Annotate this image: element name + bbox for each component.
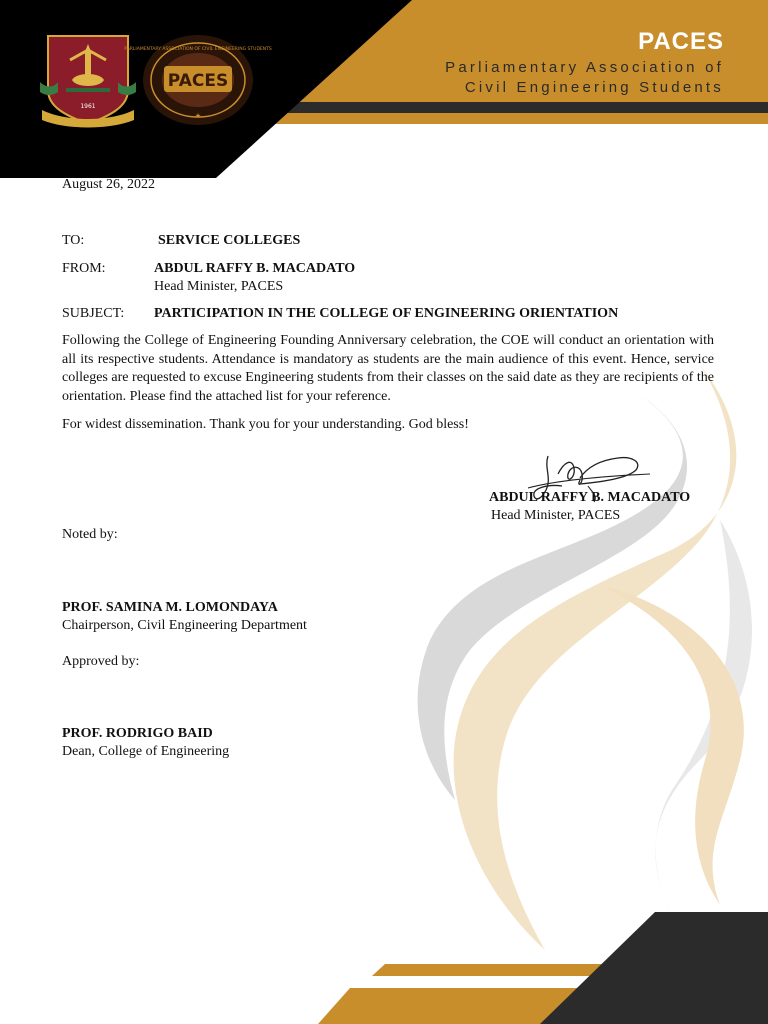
from-label: FROM: [62, 261, 106, 276]
approved-by-name: PROF. RODRIGO BAID [62, 726, 213, 741]
org-full-name-line1: Parliamentary Association of [445, 59, 724, 76]
svg-text:★: ★ [194, 112, 202, 120]
from-title: Head Minister, PACES [154, 279, 284, 294]
paces-seal-logo [124, 34, 272, 126]
approved-by-label: Approved by: [62, 654, 140, 669]
seal-center-text: PACES [167, 71, 229, 91]
subject-value: PARTICIPATION IN THE COLLEGE OF ENGINEERING ORIENTATION [154, 306, 619, 321]
org-full-name-line2: Civil Engineering Students [464, 79, 724, 96]
org-brand [364, 28, 724, 108]
body-paragraph: Following the College of Engineering Founding Anniversary celebration, the COE will conduct an orientation with all its respective students. Attendance is mandatory as students are the main audience of this event. Hence, service colleges are requested to excuse Engineering students from their classes on the said date as they are recipients of the orientation. Please find the attached list for your reference. [62, 333, 714, 404]
noted-by-label: Noted by: [62, 527, 118, 542]
crest-year-text: 1961 [80, 103, 96, 110]
noted-by-title: Chairperson, Civil Engineering Department [62, 618, 307, 633]
org-short-name: PACES [638, 28, 724, 55]
closing-line: For widest dissemination. Thank you for your understanding. God bless! [62, 417, 469, 432]
approved-by-title: Dean, College of Engineering [62, 744, 230, 759]
to-value: SERVICE COLLEGES [158, 233, 301, 248]
university-crest-logo [36, 30, 140, 130]
signatory-title: Head Minister, PACES [491, 508, 621, 523]
seal-ring-text: PARLIAMENTARY ASSOCIATION OF CIVIL ENGINEERING STUDENTS [124, 47, 272, 52]
to-label: TO: [62, 233, 85, 248]
memo-date: August 26, 2022 [62, 177, 155, 192]
subject-label: SUBJECT: [62, 306, 125, 321]
noted-by-name: PROF. SAMINA M. LOMONDAYA [62, 600, 278, 615]
from-name: ABDUL RAFFY B. MACADATO [154, 261, 356, 276]
signatory-name: ABDUL RAFFY B. MACADATO [489, 490, 691, 505]
